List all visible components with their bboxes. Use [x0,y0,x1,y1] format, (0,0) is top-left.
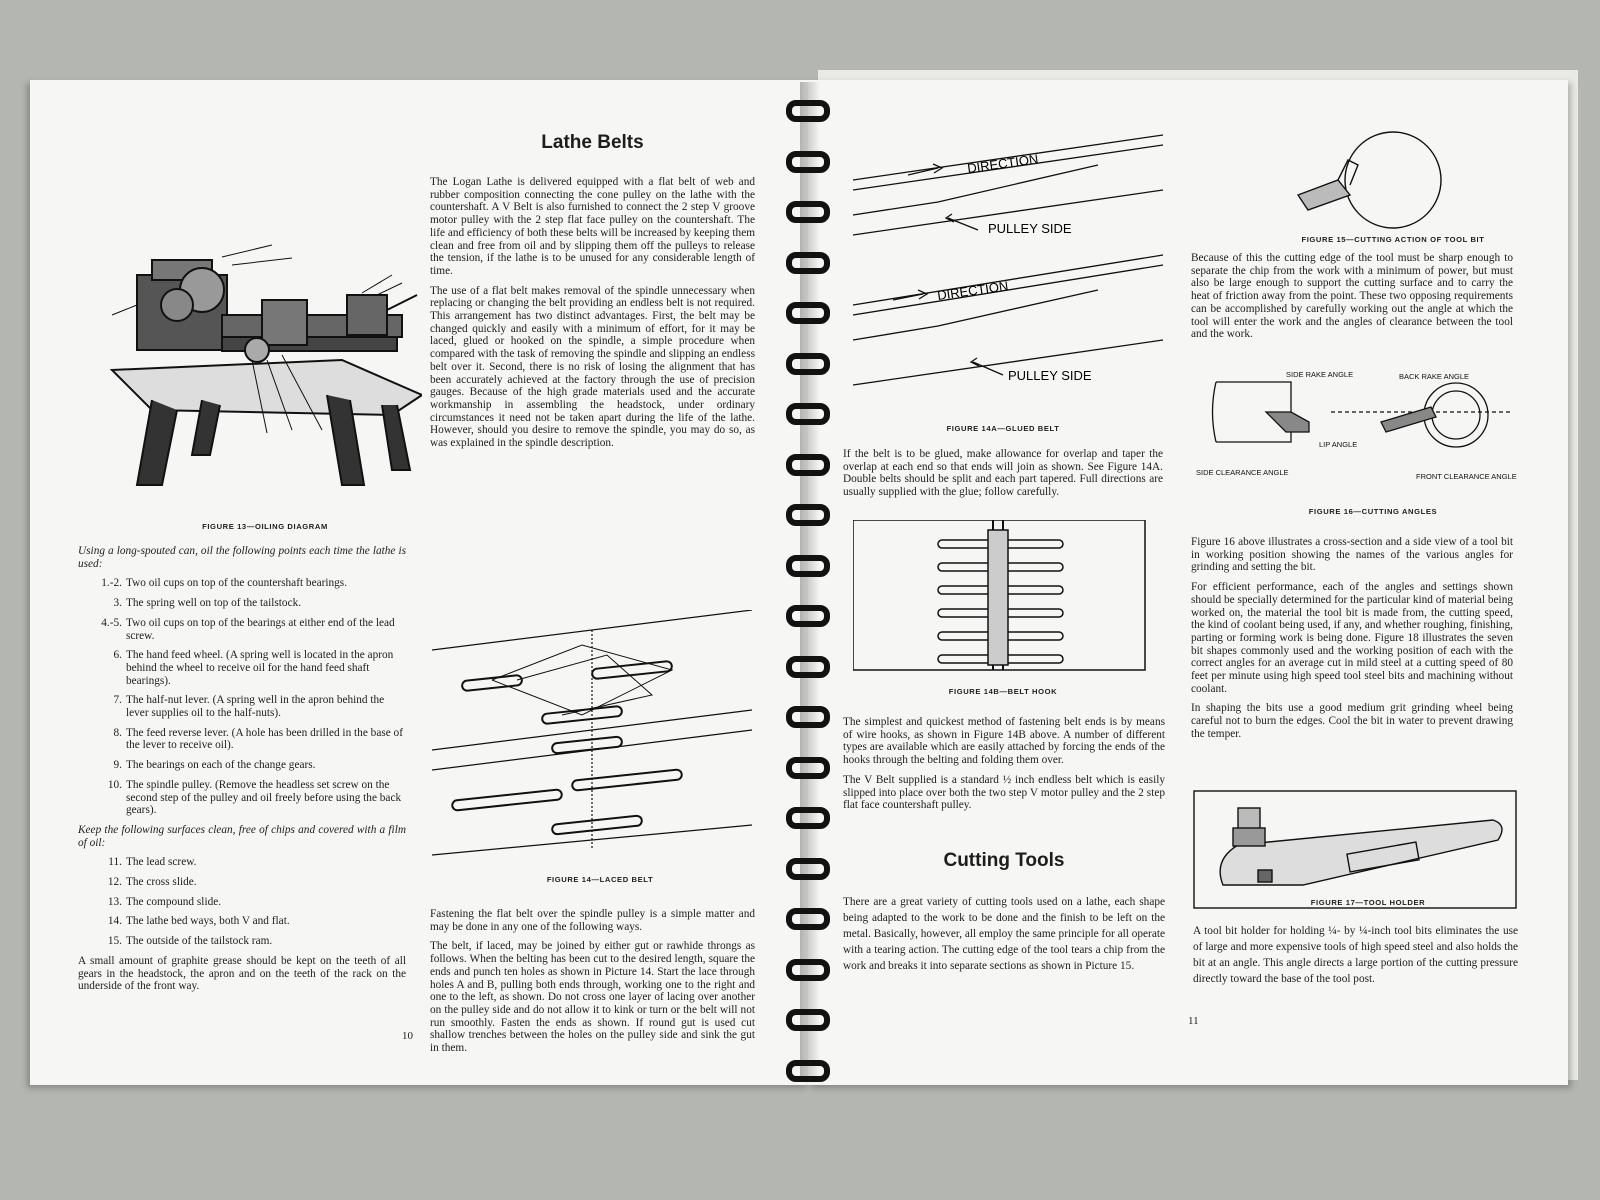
binding-coil [786,959,830,981]
binding-coil [786,858,830,880]
list-item: 11. The lead screw. [108,856,197,869]
glue-block [843,448,1163,506]
binding-coil [786,353,830,375]
oiling-intro: Using a long-spouted can, oil the following points each time the lathe is used: [78,545,406,570]
list-item: 9. The bearings on each of the change gears. [113,759,316,772]
list-item: 12. The cross slide. [107,876,197,889]
laced-belt-figure [432,610,757,860]
list-item: 10. The spindle pulley. (Remove the headless set screw on the second step of the pulley and oil freely before using the back gears). [107,778,402,817]
cutting-tools-block [843,850,1165,981]
binding-coil [786,757,830,779]
grinding-paragraph: In shaping the bits use a good medium grit grinding wheel being careful not to burn the edges. Cool the bit in water to prevent drawing the temper. [1191,702,1513,740]
graphite-paragraph: A small amount of graphite grease should be kept on the teeth of all gears in the headstock, the apron and on the teeth of the rack on the underside of the front way. [78,954,406,993]
list-item: 1.-2. Two oil cups on top of the countershaft bearings. [101,577,348,590]
figure15-caption: FIGURE 15—CUTTING ACTION OF TOOL BIT [1301,235,1485,244]
binding-coil [786,1009,830,1031]
binding-coil [786,252,830,274]
binding-coil [786,706,830,728]
efficient-paragraph: For efficient performance, each of the angles and settings shown should be specially determined for the particular kind of material being worked on, the material the tool bit is made from, the cutting speed, the kind of coolant being used, if any, and whether roughing, finishing, parting or forming work is being done. Figure 18 illustrates the seven bit shapes commonly used and the working position of each with the correct angles for an average cut in mild steel at a cutting speed of 80 feet per minute using high speed tool steel bits and machining without coolant. [1191,581,1513,695]
figure17-caption: FIGURE 17—TOOL HOLDER [1310,898,1426,907]
binding-coil [786,807,830,829]
side-clearance-label: SIDE CLEARANCE ANGLE [1196,468,1289,477]
left-page [30,80,810,1085]
binding-coil [786,100,830,122]
binding-coil [786,504,830,526]
right-page [808,80,1568,1085]
oil-points-list [78,577,406,817]
belt-hook-figure [853,520,1148,680]
pulley-side-label-1: PULLEY SIDE [988,221,1072,236]
angles-block [1191,536,1513,748]
list-item: 13. The compound slide. [107,895,222,908]
belts-paragraph-2: The use of a flat belt makes removal of the spindle unnecessary when replacing or changing the belt providing an endless belt is not required. This arrangement has two distinct advantages. First, the belt may be changed quickly and easily with a minimum of effort, for it may be laced, glued or hooked on the spindle, a simple procedure when compared with the task of removing the spindle and slipping an endless belt over it. Second, there is no risk of losing the alignment that has been accurately achieved at the factory through the use of precision gauges. Because of the high grade materials used and the accurate workmanship in assembling the headstock, under ordinary circumstances it need not be taken apart during the life of the lathe. However, should you desire to remove the spindle, you may do so, as was explained in the spindle description. [430,284,755,450]
left-column [78,545,406,1000]
fasten-paragraph-1: Fastening the flat belt over the spindle pulley is a simple matter and may be done in any one of the following ways. [430,908,755,933]
figure14-caption: FIGURE 14—LACED BELT [546,875,654,884]
figure16-caption: FIGURE 16—CUTTING ANGLES [1308,507,1438,516]
list-item: 14. The lathe bed ways, both V and flat. [107,915,290,928]
list-item: 15. The outside of the tailstock ram. [107,935,273,948]
front-clearance-label: FRONT CLEARANCE ANGLE [1416,472,1517,481]
direction-label-2: DIRECTION [936,278,1010,303]
side-rake-label: SIDE RAKE ANGLE [1286,370,1354,379]
middle-column [430,132,755,457]
figure14a-caption: FIGURE 14A—GLUED BELT [946,424,1060,433]
tools-paragraph: There are a great variety of cutting tools used on a lathe, each shape being adapted to the work to be done and the finish to be left on the metal. Basically, however, all employ the same principle for all operate with a tearing action. The cutting edge of the tool tears a chip from the work and breaks it into separate sections as shown in Picture 15. [843,896,1165,972]
vbelt-paragraph: The V Belt supplied is a standard ½ inch endless belt which is easily slipped into place over both the two step V motor pulley and the 2 step flat face countershaft pulley. [843,773,1165,812]
fasten-paragraph-2: The belt, if laced, may be joined by either gut or rawhide throngs as follows. When the belting has been cut to the desired length, square the ends and punch ten holes as shown in Picture 14. Start the lace through holes A and B, pulling both ends through, working one to the right and one to the left, as shown. Do not cross one layer of lacing over another on the pulley side and do not allow it to kink or turn or the belt will not run smoothly. Fasten the ends as shown. If round gut is used cut shallow trenches between the holes on the pulley side and sink the gut in them. [430,940,755,1055]
binding-coil [786,302,830,324]
list-item: 3. The spring well on top of the tailstock. [113,597,302,610]
clean-intro: Keep the following surfaces clean, free of chips and covered with a film of oil: [78,823,406,849]
cutting-angles-figure [1191,367,1521,492]
sharp-block [1191,252,1513,348]
binding-coil [786,403,830,425]
binding-coil [786,908,830,930]
binding-coil [786,201,830,223]
list-item: 4.-5. Two oil cups on top of the bearings at either end of the lead screw. [101,616,395,642]
binding-coil [786,1060,830,1082]
glued-belt-figure [838,130,1168,430]
fastening-block [430,908,755,1062]
sharp-paragraph: Because of this the cutting edge of the tool must be sharp enough to separate the chip from the work with a minimum of power, but must also be large enough to support the cutting surface and to carry the heat of friction away from the point. These two opposing requirements can be accomplished by carefully working out the angle at which the tool will enter the work and the angles of clearance between the tool and the work. [1191,252,1513,341]
hooks-paragraph: The simplest and quickest method of fastening belt ends is by means of wire hooks, as shown in Figure 14B above. A number of different types are available which are easily attached by forcing the ends of the hooks through the belting and folding them over. [843,716,1165,767]
lathe-belts-heading: Lathe Belts [541,132,644,153]
lathe-oiling-diagram [92,165,422,495]
binding-shadow [800,82,820,1082]
cutting-tools-heading: Cutting Tools [943,850,1065,871]
binding-coil [786,605,830,627]
binding-coil [786,656,830,678]
page-number-right: 11 [1188,1015,1199,1027]
figure14b-caption: FIGURE 14B—BELT HOOK [948,687,1058,696]
hooks-block [843,716,1165,819]
belts-paragraph-1: The Logan Lathe is delivered equipped with a flat belt of web and rubber composition connecting the cone pulley on the lathe with the countershaft. A V Belt is also furnished to connect the 2 step V groove motor pulley with the 2 step flat face pulley on the countershaft. The life and efficiency of both these belts will be increased by keeping them clean and free from oil and by slipping them off the pulleys to release the tension, if the lathe is to be unused for any considerable length of time. [430,176,755,277]
list-item: 8. The feed reverse lever. (A hole has been drilled in the base of the lever to receive oil). [113,726,403,752]
list-item: 6. The hand feed wheel. (A spring well is located in the apron behind the wheel to receive oil for the hand feed shaft bearings). [113,649,394,687]
holder-paragraph: A tool bit holder for holding ¼- by ¼-inch tool bits eliminates the use of large and more expensive tools of high speed steel and also holds the bit at an angle. This angle directs a large portion of the cutting pressure directly toward the base of the tool post. [1193,925,1518,985]
binding-coil [786,555,830,577]
glue-paragraph: If the belt is to be glued, make allowance for overlap and taper the overlap at each end so that ends will join as shown. See Figure 14A. Double belts should be split and each part tapered. Full directions are usually supplied with the glue; follow carefully. [843,448,1163,499]
page-number-left: 10 [402,1030,413,1042]
holder-block [1193,923,1518,994]
clean-points-list [78,856,406,948]
fig16-paragraph: Figure 16 above illustrates a cross-section and a side view of a tool bit in working position showing the names of the various angles for grinding and setting the bit. [1191,536,1513,574]
lip-angle-label: LIP ANGLE [1319,440,1358,449]
binding-coil [786,151,830,173]
figure13-caption: FIGURE 13—OILING DIAGRAM [202,522,328,531]
cutting-action-figure [1278,125,1458,235]
pulley-side-label-2: PULLEY SIDE [1008,368,1092,383]
binding-coil [786,454,830,476]
list-item: 7. The half-nut lever. (A spring well in the apron behind the lever supplies oil to the half-nuts). [113,694,385,720]
tool-holder-figure [1193,790,1518,910]
back-rake-label: BACK RAKE ANGLE [1399,372,1470,381]
direction-label-1: DIRECTION [966,151,1040,176]
